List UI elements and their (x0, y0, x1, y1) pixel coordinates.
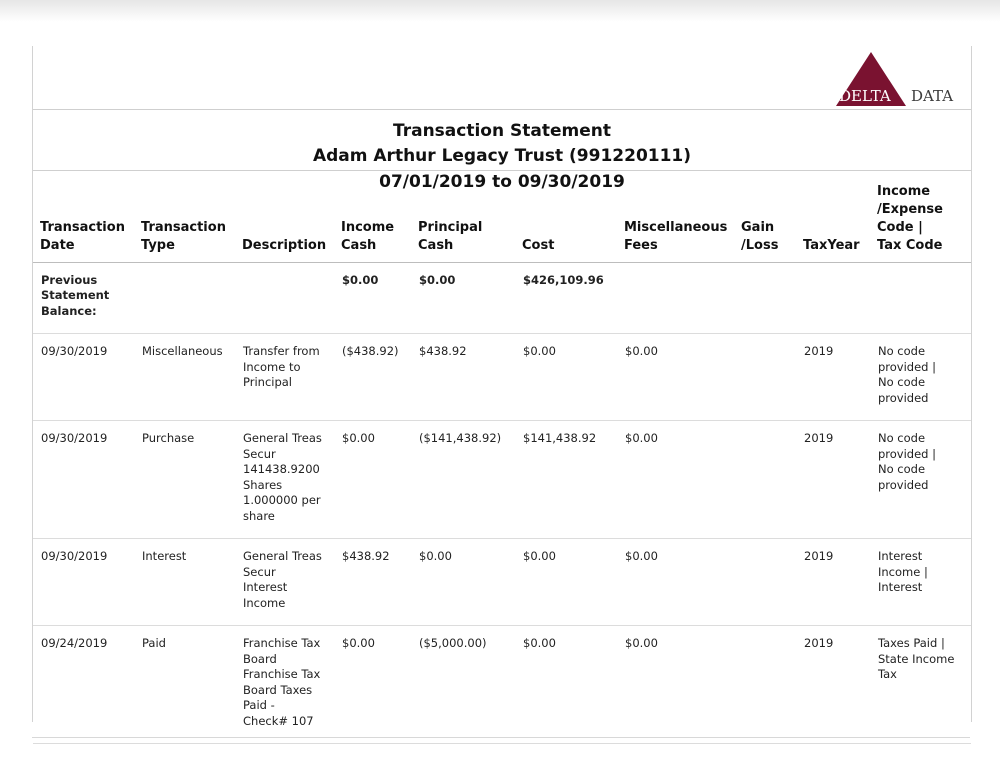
row-income-cash: $0.00 (334, 626, 411, 744)
previous-cost: $426,109.96 (515, 262, 617, 334)
row-date: 09/30/2019 (33, 421, 134, 539)
table-row (33, 421, 971, 539)
row-income-cash: $0.00 (334, 421, 411, 539)
row-tax-year: 2019 (796, 421, 870, 539)
row-principal-cash: $0.00 (411, 539, 515, 626)
table-row (33, 334, 971, 421)
page-bottom-divider (32, 737, 970, 738)
row-tax-year: 2019 (796, 539, 870, 626)
previous-balance-row (33, 262, 971, 334)
row-description: General Treas Secur Interest Income (235, 539, 334, 626)
statement-frame (32, 46, 972, 728)
table-header-row (33, 172, 971, 262)
row-principal-cash: ($5,000.00) (411, 626, 515, 744)
col-income-cash: Income Cash (341, 219, 395, 253)
row-type: Interest (134, 539, 235, 626)
row-date: 09/30/2019 (33, 539, 134, 626)
col-gain-loss: Gain /Loss (741, 219, 779, 253)
row-date: 09/30/2019 (33, 334, 134, 421)
logo-text-data: DATA (911, 87, 954, 105)
table-row (33, 626, 971, 744)
previous-principal-cash: $0.00 (411, 262, 515, 334)
row-cost: $141,438.92 (515, 421, 617, 539)
row-gain-loss (734, 539, 796, 626)
col-tax-year: TaxYear (803, 237, 860, 253)
table-row (33, 539, 971, 626)
logo-text-delta: DELTA (839, 87, 891, 105)
row-income-code: Taxes Paid | State Income Tax (870, 626, 971, 744)
previous-income-cash: $0.00 (334, 262, 411, 334)
row-income-cash: ($438.92) (334, 334, 411, 421)
row-misc-fees: $0.00 (617, 539, 734, 626)
row-income-code: No code provided | No code provided (870, 421, 971, 539)
statement-account: Adam Arthur Legacy Trust (991220111) (312, 146, 692, 166)
row-income-code: No code provided | No code provided (870, 334, 971, 421)
statement-period: 07/01/2019 to 09/30/2019 (379, 172, 625, 192)
row-gain-loss (734, 626, 796, 744)
previous-balance-label: Previous Statement Balance: (33, 262, 134, 334)
col-cost: Cost (522, 237, 555, 253)
row-cost: $0.00 (515, 539, 617, 626)
row-income-code: Interest Income | Interest (870, 539, 971, 626)
row-income-cash: $438.92 (334, 539, 411, 626)
row-cost: $0.00 (515, 334, 617, 421)
row-gain-loss (734, 421, 796, 539)
row-tax-year: 2019 (796, 334, 870, 421)
row-tax-year: 2019 (796, 626, 870, 744)
col-misc-fees: Miscellaneous Fees (624, 219, 728, 253)
col-transaction-date: Transaction Date (40, 219, 125, 253)
row-cost: $0.00 (515, 626, 617, 744)
row-gain-loss (734, 334, 796, 421)
row-principal-cash: ($141,438.92) (411, 421, 515, 539)
row-type: Purchase (134, 421, 235, 539)
row-description: General Treas Secur 141438.9200 Shares 1.000000 per share (235, 421, 334, 539)
transactions-table (33, 172, 971, 744)
col-transaction-type: Transaction Type (141, 219, 226, 253)
row-misc-fees: $0.00 (617, 626, 734, 744)
row-type: Miscellaneous (134, 334, 235, 421)
row-date: 09/24/2019 (33, 626, 134, 744)
col-income-code: Income /Expense Code | Tax Code (877, 183, 943, 253)
row-misc-fees: $0.00 (617, 334, 734, 421)
statement-heading (33, 119, 971, 169)
col-principal-cash: Principal Cash (418, 219, 483, 253)
row-description: Franchise Tax Board Franchise Tax Board Taxes Paid - Check# 107 (235, 626, 334, 744)
row-misc-fees: $0.00 (617, 421, 734, 539)
row-description: Transfer from Income to Principal (235, 334, 334, 421)
delta-data-logo (833, 50, 963, 108)
row-type: Paid (134, 626, 235, 744)
row-principal-cash: $438.92 (411, 334, 515, 421)
statement-title: Transaction Statement (393, 121, 611, 141)
col-description: Description (242, 237, 327, 253)
header-divider (33, 109, 971, 110)
